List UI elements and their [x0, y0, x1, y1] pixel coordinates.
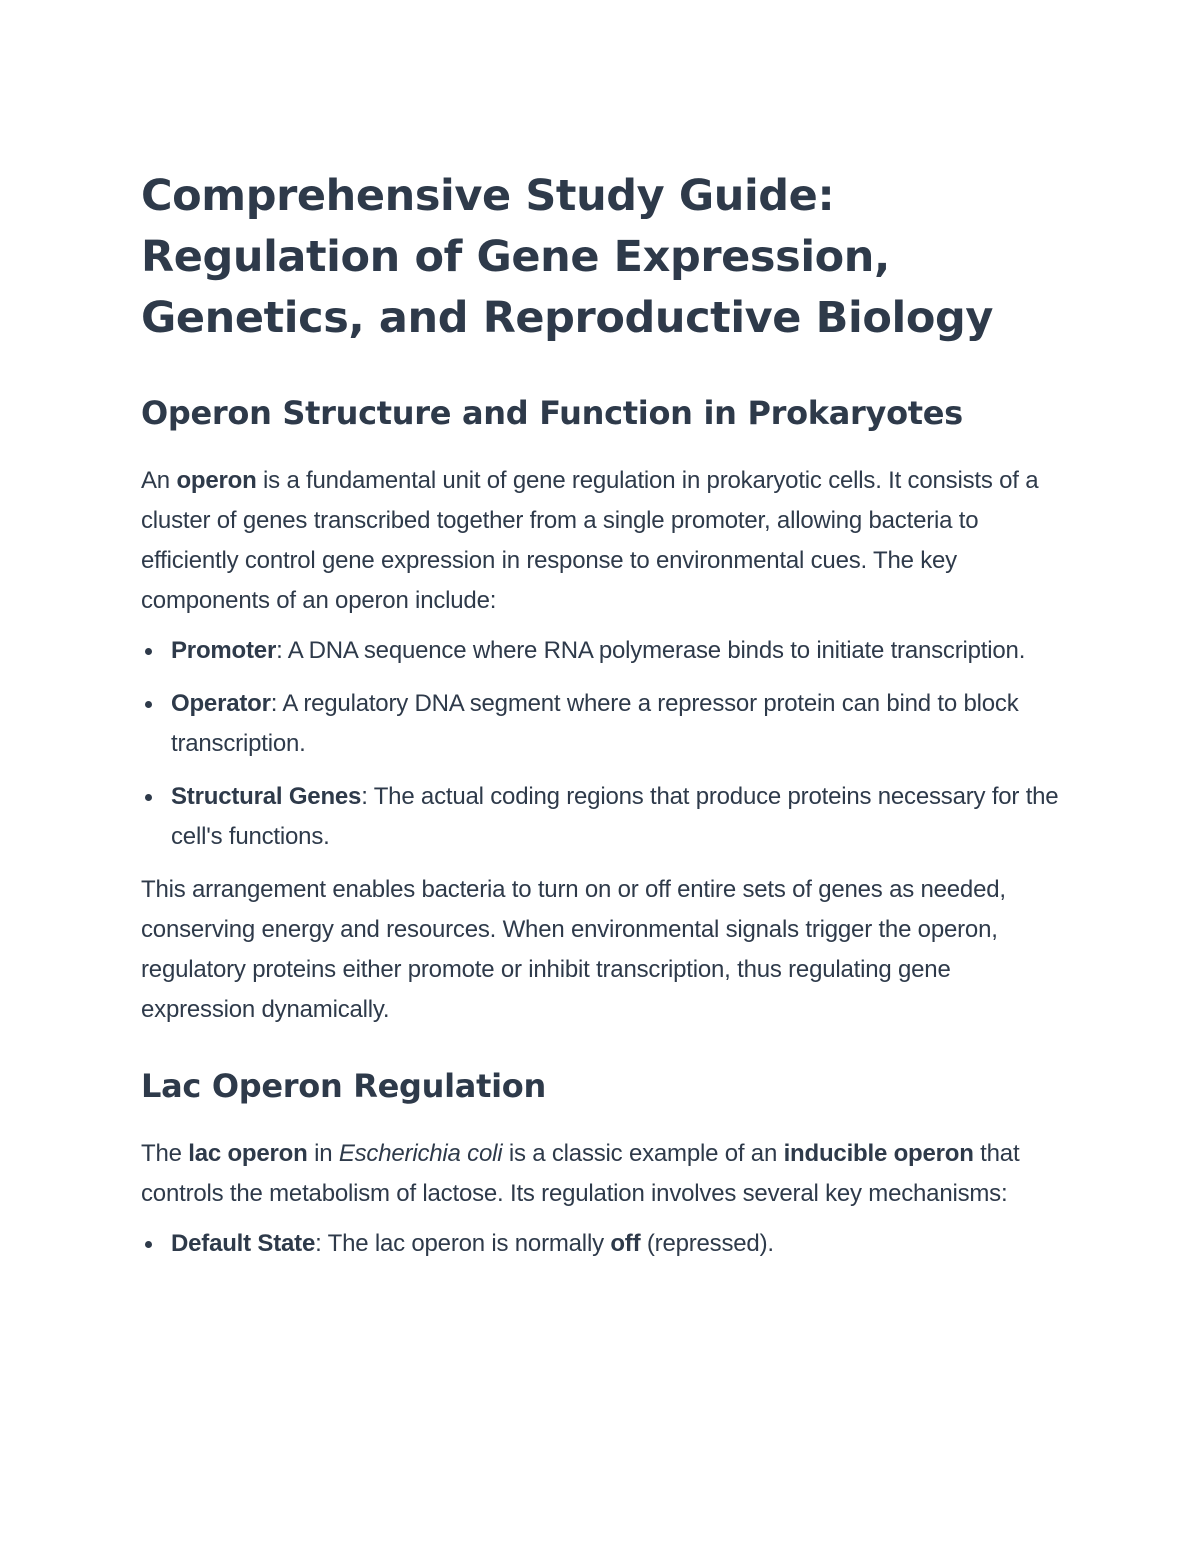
- bullet-icon: [145, 794, 152, 801]
- bullet-icon: [145, 1241, 152, 1248]
- bullet-icon: [145, 648, 152, 655]
- document-page: [141, 166, 1061, 1277]
- term-lac-operon: lac operon: [188, 1140, 308, 1167]
- list-item: Default State: The lac operon is normally off (repressed).: [141, 1224, 1061, 1264]
- lac-intro-paragraph: The lac operon in Escherichia coli is a classic example of an inducible operon that controls the metabolism of lactose. Its regulation involves several key mechanisms:: [141, 1140, 1020, 1207]
- term-off: off: [610, 1230, 641, 1257]
- term-inducible-operon: inducible operon: [783, 1140, 974, 1167]
- term-operator: Operator: [171, 690, 271, 717]
- list-item: Promoter: A DNA sequence where RNA polymerase binds to initiate transcription.: [141, 631, 1061, 671]
- organism-name: Escherichia coli: [338, 1140, 503, 1167]
- term-structural-genes: Structural Genes: [171, 783, 362, 810]
- page-title: Comprehensive Study Guide: Regulation of Gene Expression, Genetics, and Reproductive Biology: [141, 171, 993, 343]
- term-promoter: Promoter: [171, 637, 277, 664]
- operon-intro-paragraph: An operon is a fundamental unit of gene regulation in prokaryotic cells. It consists of a cluster of genes transcribed together from a single promoter, allowing bacteria to efficiently control gene expression in response to environmental cues. The key components of an operon include:: [141, 467, 1039, 614]
- term-operon: operon: [176, 467, 257, 494]
- lac-mechanisms-list: [141, 1224, 1061, 1264]
- term-default-state: Default State: [171, 1230, 316, 1257]
- operon-closing-paragraph: This arrangement enables bacteria to turn on or off entire sets of genes as needed, conserving energy and resources. When environmental signals trigger the operon, regulatory proteins either promote or inhibit transcription, thus regulating gene expression dynamically.: [141, 876, 1006, 1023]
- section-heading-lac-operon: Lac Operon Regulation: [141, 1067, 546, 1105]
- section-heading-operon: Operon Structure and Function in Prokaryotes: [141, 394, 963, 432]
- operon-components-list: [141, 631, 1061, 857]
- list-item: Operator: A regulatory DNA segment where a repressor protein can bind to block transcription.: [141, 684, 1061, 764]
- bullet-icon: [145, 701, 152, 708]
- list-item: Structural Genes: The actual coding regions that produce proteins necessary for the cell's functions.: [141, 777, 1061, 857]
